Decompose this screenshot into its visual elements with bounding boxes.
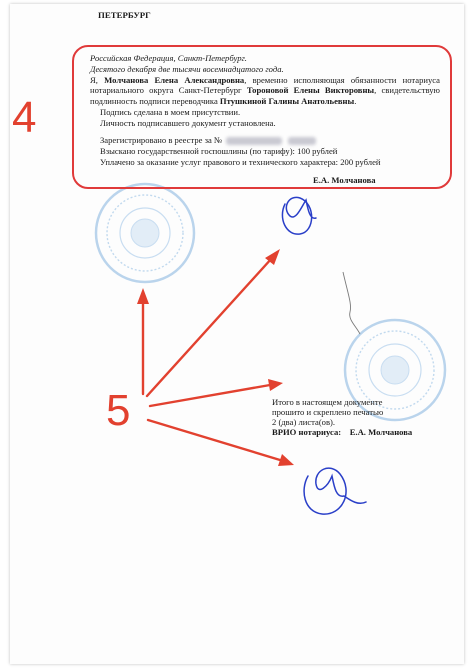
arrow-to-right-stamp: [150, 379, 283, 406]
translator-name: Птушкиной Галины Анатольевны: [219, 95, 355, 106]
binding-line-3: 2 (два) листа(ов).: [272, 417, 336, 427]
handwritten-signature-bottom: [304, 468, 366, 514]
annotation-label-5: 5: [106, 386, 131, 435]
notary-2-name: Тороновой Елены Викторовны: [246, 85, 375, 96]
annotation-label-4: 4: [12, 93, 37, 142]
arrows-group: [137, 249, 294, 466]
service-fee-line: Уплачено за оказание услуг правового и технического характера: 200 рублей: [100, 157, 381, 167]
city-heading: ПЕТЕРБУРГ: [98, 10, 151, 20]
identity-established-line: Личность подписавшего документ установлена.: [100, 118, 276, 128]
notary-signature-name: Е.А. Молчанова: [313, 175, 376, 185]
binding-line-2: прошито и скреплено печатью: [272, 407, 384, 417]
registry-line: Зарегистрировано в реестре за №: [100, 135, 316, 145]
date-line: Десятого декабря две тысячи восемнадцатого года.: [90, 64, 284, 74]
arrow-to-bottom-signature: [148, 420, 294, 466]
annotation-layer: [10, 4, 464, 664]
signed-in-presence-line: Подпись сделана в моем присутствии.: [100, 107, 241, 117]
state-fee-line: Взыскано государственной госпошлины (по тарифу): 100 рублей: [100, 146, 338, 156]
arrow-to-top-signature: [147, 249, 280, 396]
place-line: Российская Федерация, Санкт-Петербург.: [90, 53, 247, 63]
arrow-to-left-stamp: [137, 288, 149, 394]
notary-name: Молчанова Елена Александровна: [104, 75, 245, 85]
handwritten-signature-top: [282, 197, 316, 234]
document-page: [10, 4, 464, 664]
certification-paragraph: Я, Молчанова Елена Александровна, временно исполняющая обязанности нотариуса нотариального округа Санкт-Петербург Тороновой Елены Викторовны, свидетельствую подлинность подписи переводчика Птушкиной Галины Анатольевны.: [90, 75, 440, 106]
acting-notary-line: ВРИО нотариуса: Е.А. Молчанова: [272, 427, 413, 437]
binding-line-1: Итого в настоящем документе: [272, 397, 383, 407]
